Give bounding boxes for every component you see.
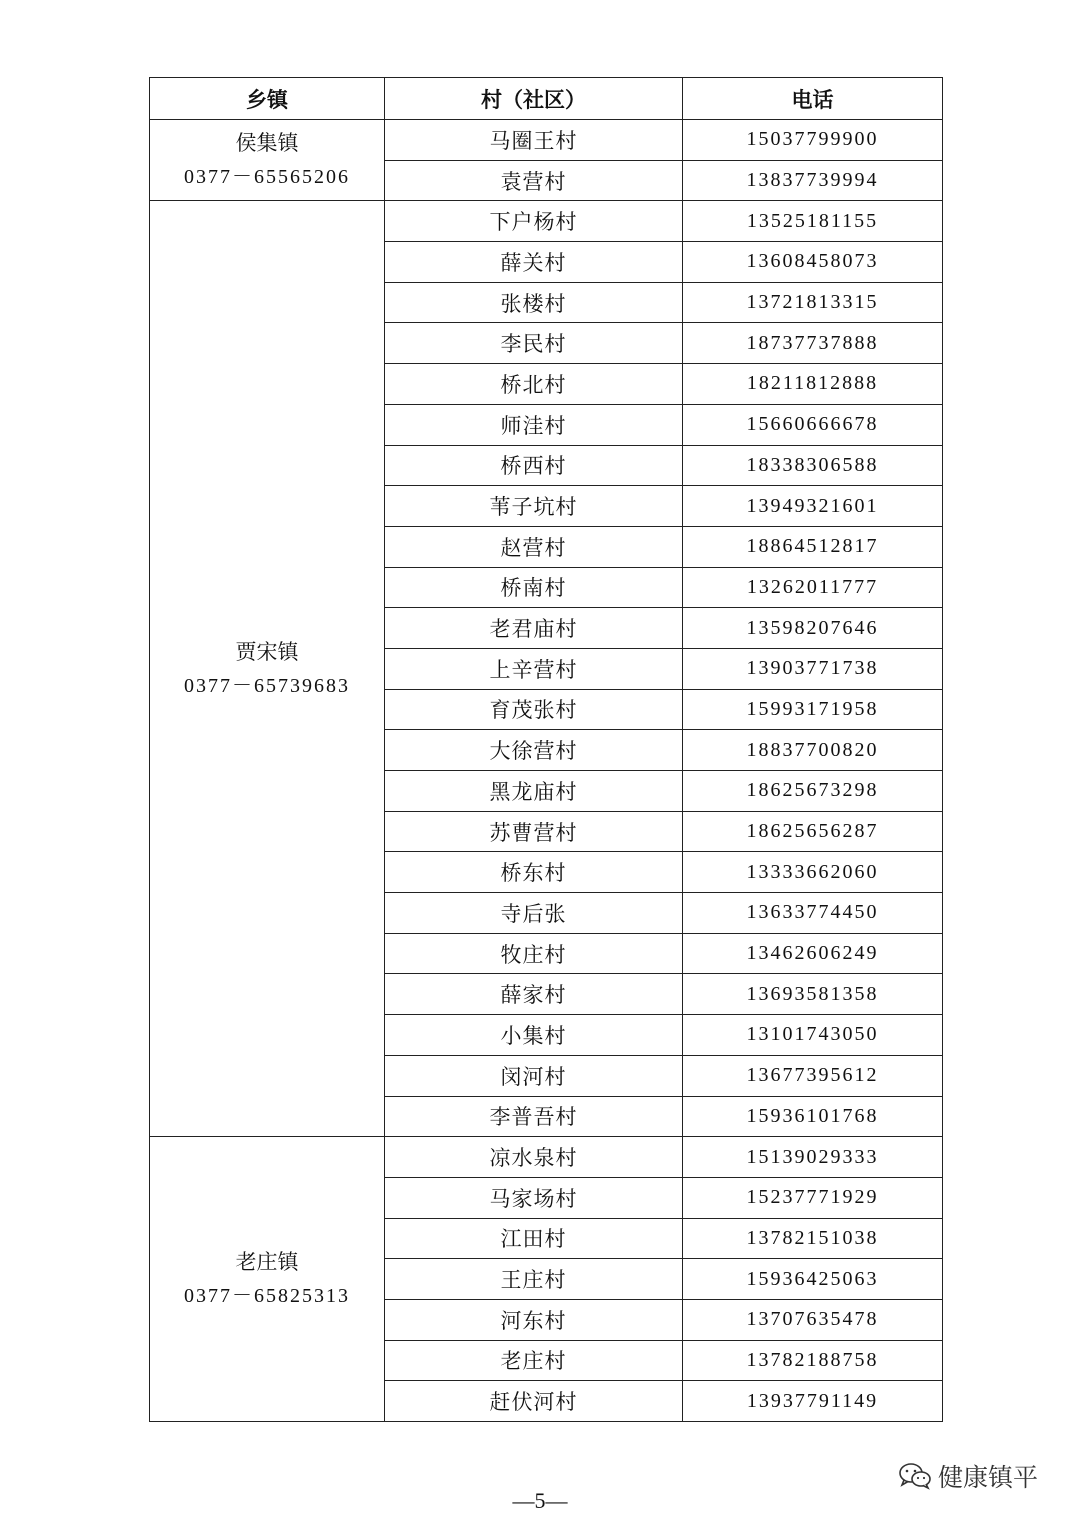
town-cell [150,201,385,1137]
village-name: 袁营村 [385,160,683,201]
town-cell [150,1137,385,1422]
page-number: —5— [512,1488,568,1513]
village-phone: 18211812888 [683,364,943,405]
village-phone: 18338306588 [683,445,943,486]
village-name: 师洼村 [385,404,683,445]
village-name: 育茂张村 [385,689,683,730]
village-name: 牧庄村 [385,933,683,974]
village-name: 黑龙庙村 [385,771,683,812]
village-name: 李普吾村 [385,1096,683,1137]
town-name: 侯集镇 [235,131,299,156]
village-name: 河东村 [385,1299,683,1340]
village-name: 李民村 [385,323,683,364]
village-phone: 15037799900 [683,120,943,161]
village-phone: 13598207646 [683,608,943,649]
village-name: 江田村 [385,1218,683,1259]
town-name: 老庄镇 [235,1250,299,1275]
village-phone: 15660666678 [683,404,943,445]
village-phone: 13837739994 [683,160,943,201]
contact-table [149,77,943,1422]
village-phone: 13782151038 [683,1218,943,1259]
village-name: 上辛营村 [385,648,683,689]
village-name: 桥北村 [385,364,683,405]
village-phone: 18625656287 [683,811,943,852]
village-name: 王庄村 [385,1259,683,1300]
village-name: 大徐营村 [385,730,683,771]
village-phone: 15993171958 [683,689,943,730]
village-phone: 13525181155 [683,201,943,242]
village-phone: 15936101768 [683,1096,943,1137]
village-name: 桥南村 [385,567,683,608]
village-phone: 13721813315 [683,282,943,323]
village-phone: 13707635478 [683,1299,943,1340]
village-name: 小集村 [385,1015,683,1056]
village-phone: 13937791149 [683,1381,943,1422]
village-phone: 13333662060 [683,852,943,893]
town-name: 贾宋镇 [235,639,299,664]
village-phone: 15139029333 [683,1137,943,1178]
village-name: 老君庙村 [385,608,683,649]
town-cell [150,120,385,201]
village-phone: 13633774450 [683,893,943,934]
village-name: 苏曹营村 [385,811,683,852]
village-name: 闵河村 [385,1055,683,1096]
village-phone: 15936425063 [683,1259,943,1300]
village-phone: 18737737888 [683,323,943,364]
village-name: 马圈王村 [385,120,683,161]
village-name: 桥西村 [385,445,683,486]
village-phone: 13608458073 [683,242,943,283]
village-name: 老庄村 [385,1340,683,1381]
village-phone: 18837700820 [683,730,943,771]
village-name: 赵营村 [385,526,683,567]
village-phone: 15237771929 [683,1177,943,1218]
village-phone: 13782188758 [683,1340,943,1381]
village-phone: 13949321601 [683,486,943,527]
town-phone: 0377－65739683 [184,674,350,697]
village-name: 下户杨村 [385,201,683,242]
table-row [150,201,943,242]
header-town: 乡镇 [150,78,385,120]
table-header-row [150,78,943,120]
village-name: 赶伏河村 [385,1381,683,1422]
village-name: 苇子坑村 [385,486,683,527]
table-row [150,1137,943,1178]
village-phone: 13262011777 [683,567,943,608]
village-phone: 13101743050 [683,1015,943,1056]
header-village: 村（社区） [385,78,683,120]
wechat-icon [898,1462,932,1490]
village-name: 张楼村 [385,282,683,323]
table-row [150,120,943,161]
village-name: 薛关村 [385,242,683,283]
village-phone: 18864512817 [683,526,943,567]
town-phone: 0377－65565206 [184,166,350,189]
table-body [150,120,943,1422]
village-name: 马家场村 [385,1177,683,1218]
village-phone: 13903771738 [683,648,943,689]
village-phone: 13677395612 [683,1055,943,1096]
town-phone: 0377－65825313 [184,1285,350,1308]
header-phone: 电话 [683,78,943,120]
village-phone: 13693581358 [683,974,943,1015]
village-phone: 18625673298 [683,771,943,812]
village-name: 凉水泉村 [385,1137,683,1178]
village-name: 寺后张 [385,893,683,934]
village-phone: 13462606249 [683,933,943,974]
watermark-text: 健康镇平 [938,1463,1039,1492]
village-name: 桥东村 [385,852,683,893]
village-name: 薛家村 [385,974,683,1015]
